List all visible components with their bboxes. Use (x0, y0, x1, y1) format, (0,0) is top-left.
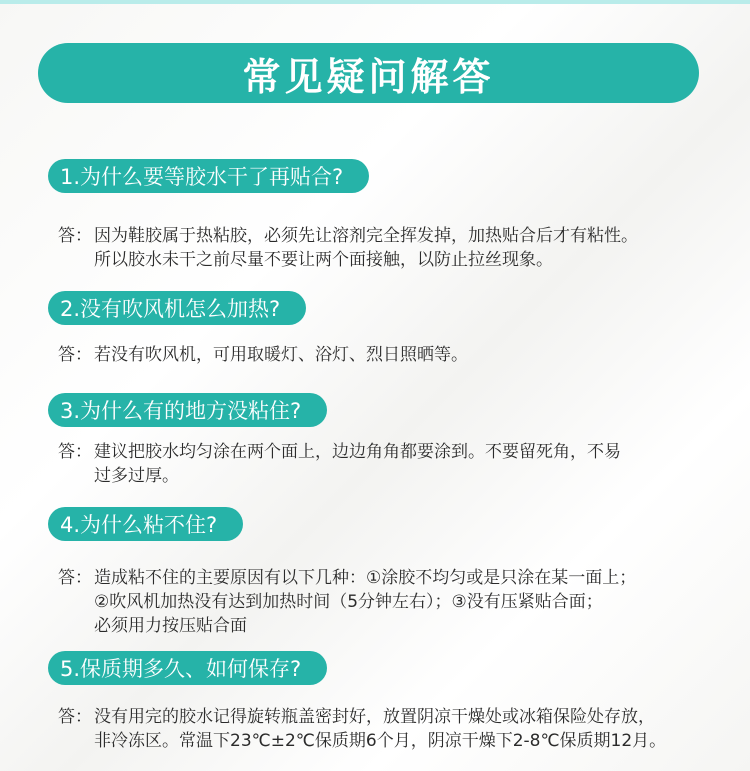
answer-line: 非冷冻区。常温下23℃±2℃保质期6个月，阴凉干燥下2-8℃保质期12月。 (94, 731, 667, 751)
answer-line (58, 440, 718, 464)
answer-prefix: 答： (58, 442, 92, 462)
question-4: 4.为什么粘不住? (48, 507, 243, 541)
answer-line (58, 566, 718, 590)
answer-text: 没有用完的胶水记得旋转瓶盖密封好，放置阴凉干燥处或冰箱保险处存放， (94, 707, 655, 727)
question-3: 3.为什么有的地方没粘住? (48, 393, 327, 427)
answer-line: 必须用力按压贴合面 (94, 616, 247, 636)
answer-line: 所以胶水未干之前尽量不要让两个面接触，以防止拉丝现象。 (94, 250, 553, 270)
answer-line (58, 705, 718, 729)
question-2: 2.没有吹风机怎么加热? (48, 291, 306, 325)
answer-2 (58, 343, 718, 367)
page-title: 常见疑问解答 (38, 43, 699, 103)
answer-prefix: 答： (58, 707, 92, 727)
answer-line (58, 224, 718, 248)
question-1: 1.为什么要等胶水干了再贴合? (48, 159, 369, 193)
answer-prefix: 答： (58, 568, 92, 588)
question-5: 5.保质期多久、如何保存? (48, 651, 327, 685)
answer-line: ②吹风机加热没有达到加热时间（5分钟左右）；③没有压紧贴合面； (94, 592, 603, 612)
answer-text: 若没有吹风机，可用取暖灯、浴灯、烈日照晒等。 (94, 345, 468, 365)
answer-prefix: 答： (58, 226, 92, 246)
answer-text: 因为鞋胶属于热粘胶，必须先让溶剂完全挥发掉，加热贴合后才有粘性。 (94, 226, 638, 246)
answer-text: 造成粘不住的主要原因有以下几种：①涂胶不均匀或是只涂在某一面上； (94, 568, 637, 588)
answer-1 (58, 224, 718, 272)
answer-line: 过多过厚。 (94, 466, 179, 486)
top-accent-strip (0, 0, 750, 4)
answer-5 (58, 705, 718, 753)
answer-4 (58, 566, 718, 638)
answer-3 (58, 440, 718, 488)
answer-prefix: 答： (58, 345, 92, 365)
answer-line (58, 343, 718, 367)
answer-text: 建议把胶水均匀涂在两个面上，边边角角都要涂到。不要留死角，不易 (94, 442, 621, 462)
